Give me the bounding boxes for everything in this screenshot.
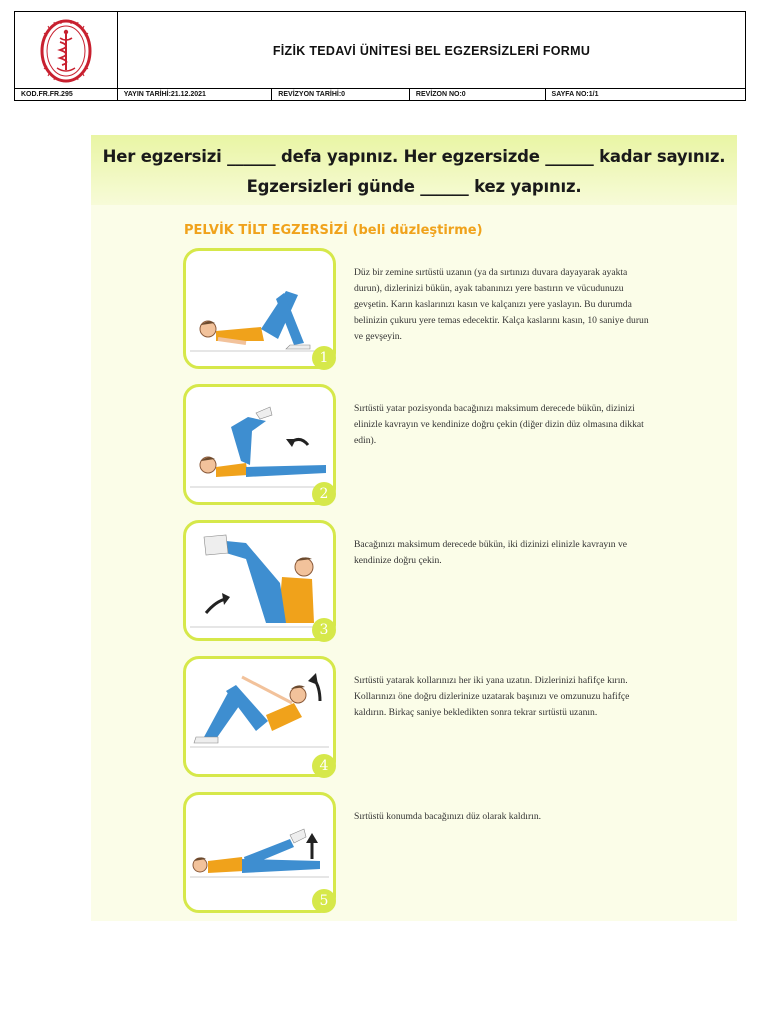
section-title-sub: (beli düzleştirme) [352,223,483,238]
exercise-3-text: Bacağınızı maksimum derecede bükün, iki dizinizi elinizle kavrayın ve kendinize doğru çekin. [354,539,628,566]
lying-knees-bent-figure-icon [186,251,333,366]
form-title: FİZİK TEDAVİ ÜNİTESİ BEL EGZERSİZLERİ FORMU [272,43,591,58]
instruction-line-1: Her egzersizi ______ defa yapınız. Her egzersizde ______ kadar sayınız. [102,147,726,166]
partial-crunch-figure-icon [186,659,333,774]
exercise-4-text: Sırtüstü yatarak kollarınızı her iki yana uzatın. Dizlerinizi hafifçe kırın. Kollarınızı öne doğru dizlerinize uzatarak başınızı ve omzunuzu hafifçe kaldırın. Birkaç saniye bekledikten sonra tekrar sırtüstü uzanın. [354,675,630,718]
exercise-4-number: 4 [312,754,336,778]
meta-revision-date: REVİZYON TARİHİ:0 [272,89,410,101]
exercise-1-number: 1 [312,346,336,370]
exercise-3-number: 3 [312,618,336,642]
exercise-2-number: 2 [312,482,336,506]
section-title [184,223,483,238]
exercise-5-number: 5 [312,889,336,913]
exercise-2-text: Sırtüstü yatar pozisyonda bacağınızı maksimum derecede bükün, dizinizi elinizle kavrayın ve kendinize doğru çekin (diğer dizin düz olmasına dikkat edin). [354,403,644,446]
form-meta-row [15,89,745,101]
section-title-main: PELVİK TİLT EGZERSİZİ [184,223,348,238]
ministry-of-health-seal-icon [38,18,94,84]
meta-revision-number: REVİZON NO:0 [410,89,546,101]
instructions-band [91,135,737,205]
single-knee-to-chest-figure-icon [186,387,333,502]
instruction-line-2: Egzersizleri günde ______ kez yapınız. [246,177,582,196]
form-header [14,11,746,101]
straight-leg-raise-figure-icon [186,795,333,910]
meta-page-number: SAYFA NO:1/1 [551,91,599,98]
exercise-sheet [91,135,737,921]
meta-publish-date: YAYIN TARİHİ:21.12.2021 [118,89,273,101]
meta-document-code: KOD.FR.FR.295 [15,89,118,101]
double-knee-to-chest-figure-icon [186,523,333,638]
logo-cell [15,12,118,89]
form-title-cell [118,12,745,89]
header-top-row [15,12,745,89]
exercise-5-text: Sırtüstü konumda bacağınızı düz olarak kaldırın. [354,811,542,822]
exercise-1-text: Düz bir zemine sırtüstü uzanın (ya da sırtınızı duvara dayayarak ayakta durun), dizlerinizi bükün, ayak tabanınızı yere bastırın ve vücudunuzu gevşetin. Karın kaslarınızı kasın ve kalçanızı yere yaslayın. Bu durumda belinizin çukuru yere temas edecektir. Kalça kaslarını kasın, 10 saniye durun ve gevşeyin. [354,267,649,342]
